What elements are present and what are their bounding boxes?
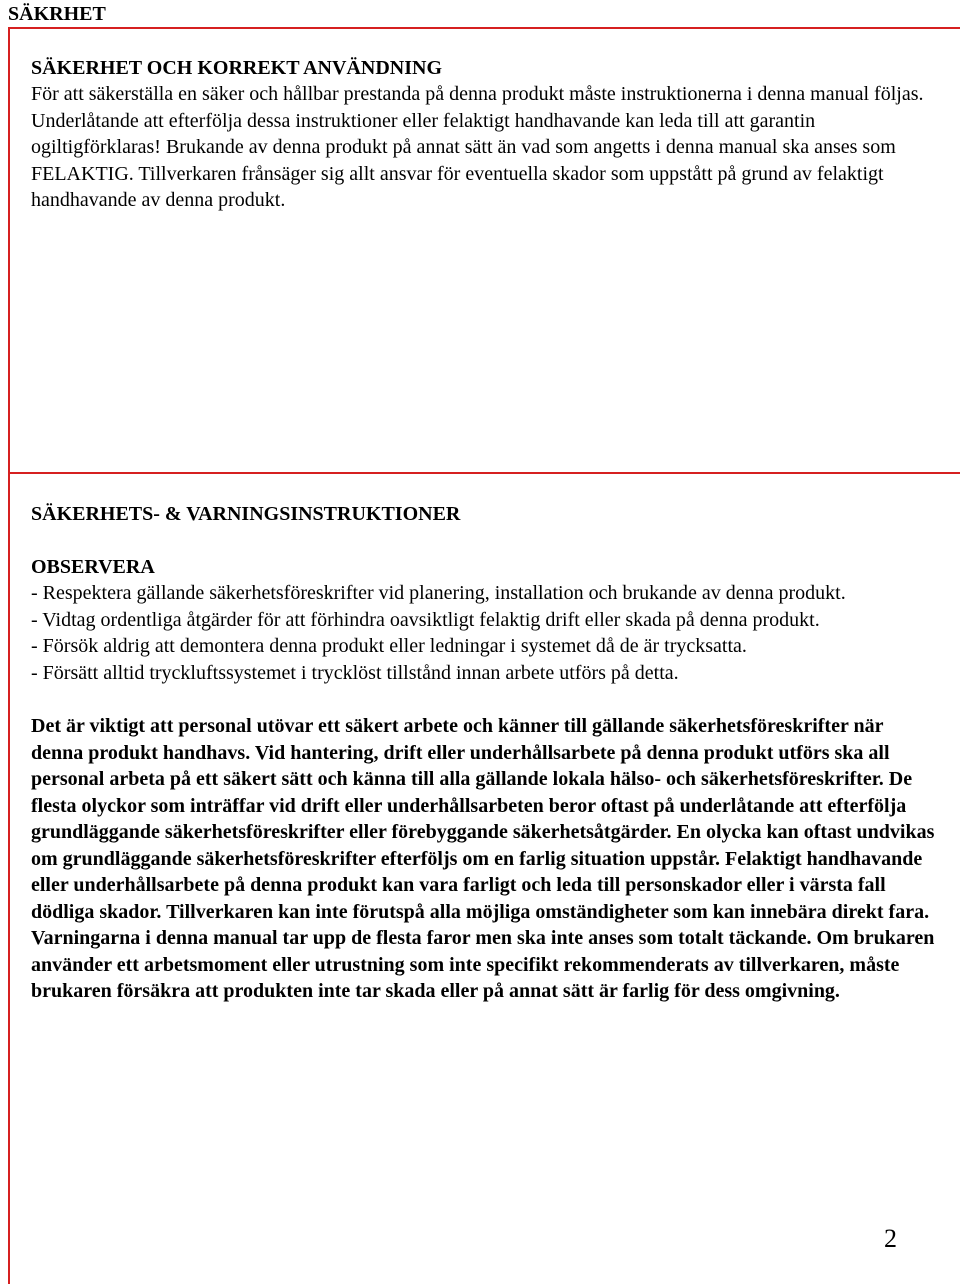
- section-title-safe-use: SÄKERHET OCH KORREKT ANVÄNDNING: [31, 57, 442, 79]
- safe-use-paragraph: För att säkerställa en säker och hållbar prestanda på denna produkt måste instruktionerna i denna manual följas. Underlåtande att efterfölja dessa instruktioner eller felaktigt handhavande kan leda till att garantin ogiltigförklaras! Brukande av denna produkt på annat sätt än vad som angetts i denna manual ska anses som FELAKTIG. Tillverkaren frånsäger sig allt ansvar för eventuella skador som uppstått på grund av felaktigt handhavande av denna produkt.: [31, 83, 924, 211]
- observera-heading: OBSERVERA: [31, 556, 155, 578]
- list-item: - Respektera gällande säkerhetsföreskrifter vid planering, installation och brukande av denna produkt.: [31, 582, 846, 604]
- page-header: SÄKRHET: [8, 3, 106, 25]
- frame-left-border: [8, 27, 10, 1284]
- list-item: - Vidtag ordentliga åtgärder för att förhindra oavsiktligt felaktig drift eller skada på denna produkt.: [31, 608, 820, 631]
- list-item: - Försök aldrig att demontera denna produkt eller ledningar i systemet då de är trycksatta.: [31, 635, 747, 657]
- observera-list: [31, 580, 936, 686]
- important-safety-paragraph: Det är viktigt att personal utövar ett säkert arbete och känner till gällande säkerhetsföreskrifter när denna produkt handhavs. Vid hantering, drift eller underhållsarbete på denna produkt utförs ska all personal arbeta på ett säkert sätt och känna till alla gällande lokala hälso- och säkerhetsföreskrifter. De flesta olyckor som inträffar vid drift eller underhållsarbeten beror oftast på underlåtande att efterfölja grundläggande säkerhetsföreskrifter eller förebyggande säkerhetsåtgärder. En olycka kan oftast undvikas om grundläggande säkerhetsföreskrifter efterföljs om en farlig situation uppstår. Felaktigt handhavande eller underhållsarbete på denna produkt kan vara farligt och leda till personskador eller i värsta fall dödliga skador. Tillverkaren kan inte förutspå alla möjliga omständigheter som kan innebära direkt fara. Varningarna i denna manual tar upp de flesta faror men ska inte anses som totalt täckande. Om brukaren använder ett arbetsmoment eller utrustning som inte specifikt rekommenderats av tillverkaren, måste brukaren försäkra att produkten inte tar skada eller på annat sätt är farlig för dess omgivning.: [31, 715, 935, 1002]
- list-item: - Försätt alltid tryckluftssystemet i trycklöst tillstånd innan arbete utförs på detta.: [31, 661, 679, 684]
- safety-and-correct-use-section: [31, 55, 931, 214]
- safety-warning-instructions-section: [31, 501, 936, 1005]
- frame-top-border: [8, 27, 960, 29]
- section-title-warnings: SÄKERHETS- & VARNINGSINSTRUKTIONER: [31, 503, 461, 525]
- page-number: 2: [884, 1224, 897, 1253]
- section-divider: [8, 472, 960, 474]
